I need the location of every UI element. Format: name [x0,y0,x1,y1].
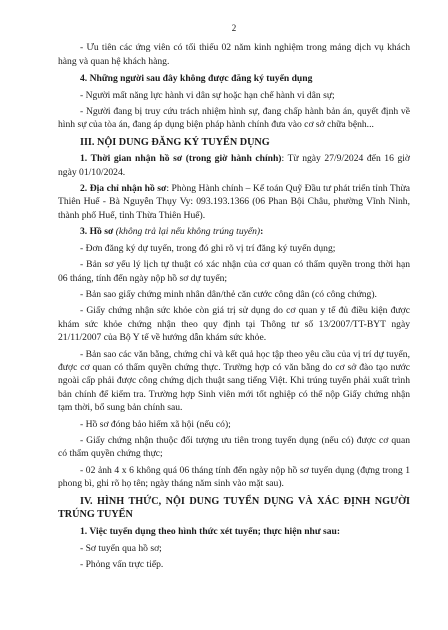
paragraph-ineligible-2: - Người đang bị truy cứu trách nhiệm hình sự, đang chấp hành bản án, quyết định về hình sự của tòa án, đang áp dụng biện pháp hành chính đưa vào cơ sở chữa bệnh... [58,106,410,131]
paragraph-receipt-address [58,182,410,222]
section-title-recruitment-form: IV. HÌNH THỨC, NỘI DUNG TUYỂN DỤNG VÀ XÁC ĐỊNH NGƯỜI TRÚNG TUYỂN [58,495,410,520]
dossier-note: (không trả lại nếu không trúng tuyển) [113,226,261,238]
dossier-label: 3. Hồ sơ [80,226,114,238]
selection-step-1: - Sơ tuyển qua hồ sơ; [80,542,162,554]
receipt-time-label: 1. Thời gian nhận hồ sơ (trong giờ hành chính) [80,153,282,165]
paragraph-priority: - Ưu tiên các ứng viên có tối thiểu 02 năm kinh nghiệm trong mảng dịch vụ khách hàng và quan hệ khách hàng. [58,42,410,67]
dossier-item-5: - Bản sao các văn bằng, chứng chỉ và kết quả học tập theo yêu cầu của vị trí dự tuyển, được cơ quan có thẩm quyền chứng thực. Trường hợp có văn bằng do cơ sở đào tạo nước ngoài cấp phải được công chứng dịch thuật sang tiếng Việt. Khi trúng tuyển phải xuất trình bản chính để kiểm tra. Trường hợp Sinh viên mới tốt nghiệp có thể nộp Giấy chứng nhận tạm thời, bổ sung bản chính sau. [58,348,410,414]
dossier-item-7: - Giấy chứng nhận thuộc đối tượng ưu tiên trong tuyển dụng (nếu có) được cơ quan có thẩm quyền chứng thực; [58,434,410,460]
paragraph-dossier-heading [58,225,410,238]
heading-selection-method: 1. Việc tuyển dụng theo hình thức xét tuyển; thực hiện như sau: [80,526,341,538]
dossier-item-6: - Hồ sơ đóng bảo hiểm xã hội (nếu có); [80,418,231,430]
paragraph-receipt-time [58,152,410,179]
dossier-item-3: - Bản sao giấy chứng minh nhân dân/thẻ căn cước công dân (có công chứng). [80,288,377,300]
receipt-address-label: 2. Địa chỉ nhận hồ sơ [80,183,167,195]
section-title-registration: III. NỘI DUNG ĐĂNG KÝ TUYỂN DỤNG [80,136,270,148]
dossier-item-2: - Bản sơ yếu lý lịch tự thuật có xác nhận của cơ quan có thẩm quyền trong thời hạn 06 tháng, tính đến ngày nộp hồ sơ dự tuyển; [58,259,410,284]
page-number: 2 [231,23,237,33]
dossier-colon: : [260,226,264,238]
heading-ineligible: 4. Những người sau đây không được đăng ký tuyển dụng [80,73,313,85]
paragraph-ineligible-1: - Người mất năng lực hành vi dân sự hoặc hạn chế hành vi dân sự; [80,89,335,101]
dossier-item-4: - Giấy chứng nhận sức khỏe còn giá trị sử dụng do cơ quan y tế đủ điều kiện được khám sức khỏe chứng nhận theo quy định tại Thông tư số 13/2007/TT-BYT ngày 21/11/2007 của Bộ Y tế về hướng dẫn khám sức khỏe. [58,305,410,344]
selection-step-2: - Phỏng vấn trực tiếp. [80,559,164,571]
dossier-item-8: - 02 ảnh 4 x 6 không quá 06 tháng tính đến ngày nộp hồ sơ tuyển dụng (đựng trong 1 phong bì, ghi rõ họ tên; ngày tháng năm sinh vào mặt sau). [58,464,410,490]
receipt-address-text: : Phòng Hành chính – Kế toán Quỹ Đầu tư phát triển tỉnh Thừa Thiên Huế - Bà Nguyễn Thụy Vy: 093.193.1366 (06 Phan Bội Châu, phường Vĩnh Ninh, thành phố Huế, tỉnh Thừa Thiên Huế). [58,183,410,221]
dossier-item-1: - Đơn đăng ký dự tuyển, trong đó ghi rõ vị trí đăng ký tuyển dụng; [80,242,336,254]
receipt-time-text: : Từ ngày 27/9/2024 đến 16 giờ ngày 01/10/2024. [58,153,410,178]
